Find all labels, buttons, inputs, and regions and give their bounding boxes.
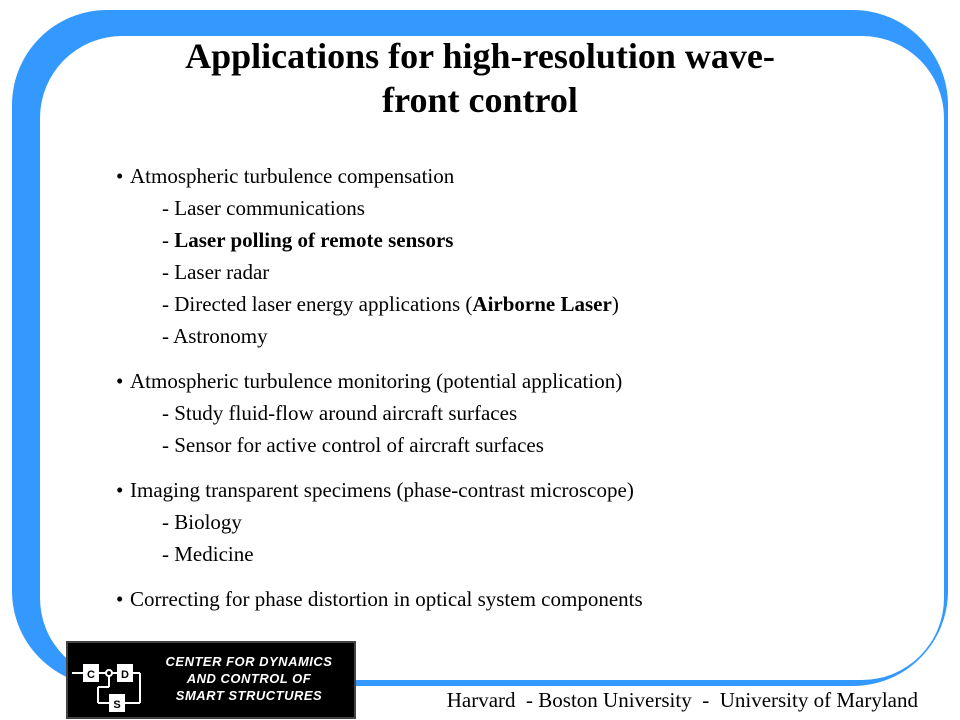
title-line-2: front control	[382, 80, 578, 120]
sub-item-text: - Biology	[162, 510, 242, 534]
logo-text	[144, 653, 354, 704]
bullet-section	[116, 474, 896, 570]
sub-item-bold-text: Laser polling of remote sensors	[174, 228, 454, 252]
sub-item-text: - Laser communications	[162, 196, 365, 220]
bullet-item	[116, 365, 896, 397]
sub-item	[116, 256, 896, 288]
sub-item	[116, 288, 896, 320]
bullet-item	[116, 160, 896, 192]
logo-block-c-label: C	[87, 669, 95, 681]
bullet-text: Atmospheric turbulence compensation	[130, 164, 455, 188]
sub-item-text: - Directed laser energy applications (	[162, 292, 473, 316]
sub-item-text: -	[162, 228, 175, 252]
slide-title	[60, 34, 900, 122]
sub-item	[116, 429, 896, 461]
sub-item-text: - Astronomy	[162, 324, 268, 348]
sub-item-text: - Laser radar	[162, 260, 270, 284]
sub-item	[116, 192, 896, 224]
sub-item	[116, 397, 896, 429]
sub-item	[116, 320, 896, 352]
bullet-section	[116, 583, 896, 615]
sub-item	[116, 224, 896, 256]
sub-item-suffix-text: )	[611, 292, 619, 316]
bullet-text: Correcting for phase distortion in optical system components	[130, 587, 643, 611]
bullet-dot-icon: •	[116, 587, 124, 611]
bullet-item	[116, 474, 896, 506]
center-logo	[66, 641, 356, 719]
sub-item-text: - Sensor for active control of aircraft surfaces	[162, 433, 544, 457]
logo-line-3: SMART STRUCTURES	[175, 688, 323, 703]
logo-block-d-label: D	[121, 669, 129, 681]
logo-line-2: AND CONTROL OF	[186, 671, 312, 686]
bullet-text: Atmospheric turbulence monitoring (potential application)	[130, 369, 623, 393]
logo-block-s-label: S	[113, 699, 121, 711]
bullet-text: Imaging transparent specimens (phase-contrast microscope)	[130, 478, 634, 502]
footer-institutions: Harvard - Boston University - University of Maryland	[446, 688, 918, 712]
sub-item-text: - Medicine	[162, 542, 254, 566]
title-line-1: Applications for high-resolution wave-	[185, 36, 775, 76]
sub-item-bold-text: Airborne Laser	[472, 292, 612, 316]
bullet-dot-icon: •	[116, 164, 124, 188]
bullet-list	[116, 160, 896, 628]
bullet-section	[116, 365, 896, 461]
bullet-dot-icon: •	[116, 369, 124, 393]
bullet-section	[116, 160, 896, 352]
logo-line-1: CENTER FOR DYNAMICS	[165, 654, 333, 669]
sub-item	[116, 538, 896, 570]
sub-item	[116, 506, 896, 538]
sub-item-text: - Study fluid-flow around aircraft surfaces	[162, 401, 518, 425]
bullet-dot-icon: •	[116, 478, 124, 502]
bullet-item	[116, 583, 896, 615]
